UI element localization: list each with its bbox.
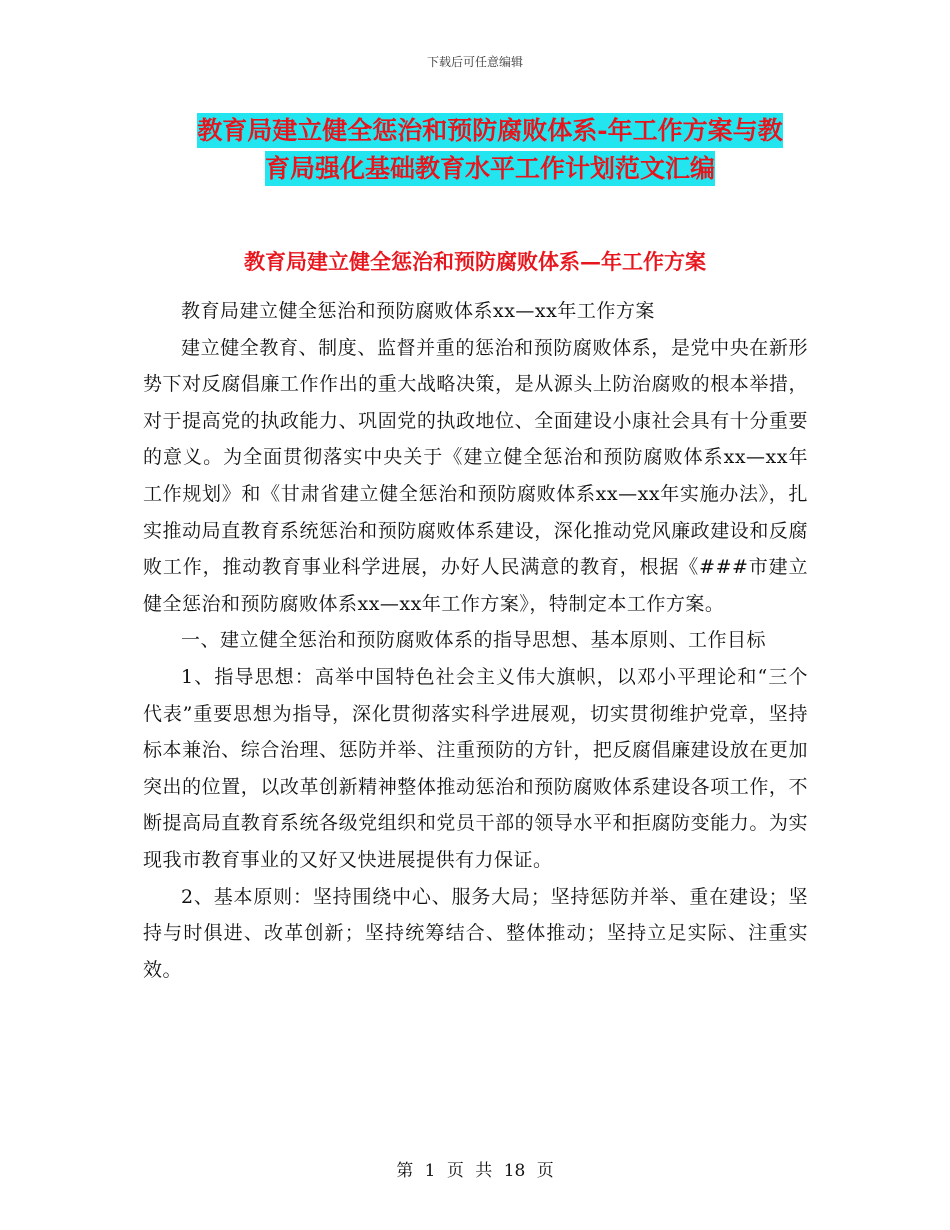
section-title: 教育局建立健全惩治和预防腐败体系—年工作方案 bbox=[244, 249, 706, 274]
page-header-note: 下载后可任意编辑 bbox=[426, 55, 523, 69]
document-body bbox=[143, 293, 808, 988]
document-title bbox=[150, 112, 830, 188]
body-paragraph: 1、指导思想：高举中国特色社会主义伟大旗帜，以邓小平理论和“三个代表”重要思想为指导，深化贯彻落实科学进展观，切实贯彻维护党章，坚持标本兼治、综合治理、惩防并举、注重预防的方针，把反腐倡廉建设放在更加突出的位置，以改革创新精神整体推动惩治和预防腐败体系建设各项工作，不断提高局直教育系统各级党组织和党员干部的领导水平和拒腐防变能力。为实现我市教育事业的又好又快进展提供有力保证。 bbox=[143, 665, 808, 871]
page-number: 第 1 页 共 18 页 bbox=[396, 1161, 554, 1181]
body-paragraph: 2、基本原则：坚持围绕中心、服务大局；坚持惩防并举、重在建设；坚持与时俱进、改革创新；坚持统筹结合、整体推动；坚持立足实际、注重实效。 bbox=[143, 885, 808, 981]
body-paragraph: 教育局建立健全惩治和预防腐败体系xx—xx年工作方案 bbox=[181, 300, 655, 322]
document-title-line2: 育局强化基础教育水平工作计划范文汇编 bbox=[265, 151, 715, 186]
document-title-line1: 教育局建立健全惩治和预防腐败体系-年工作方案与教 bbox=[197, 113, 782, 148]
body-paragraph: 一、建立健全惩治和预防腐败体系的指导思想、基本原则、工作目标 bbox=[181, 629, 767, 652]
body-paragraph: 建立健全教育、制度、监督并重的惩治和预防腐败体系，是党中央在新形势下对反腐倡廉工作作出的重大战略决策，是从源头上防治腐败的根本举措，对于提高党的执政能力、巩固党的执政地位、全面建设小康社会具有十分重要的意义。为全面贯彻落实中央关于《建立健全惩治和预防腐败体系xx—xx年工作规划》和《甘肃省建立健全惩治和预防腐败体系xx—xx年实施办法》，扎实推动局直教育系统惩治和预防腐败体系建设，深化推动党风廉政建设和反腐败工作，推动教育事业科学进展，办好人民满意的教育，根据《###市建立健全惩治和预防腐败体系xx—xx年工作方案》，特制定本工作方案。 bbox=[143, 336, 808, 615]
